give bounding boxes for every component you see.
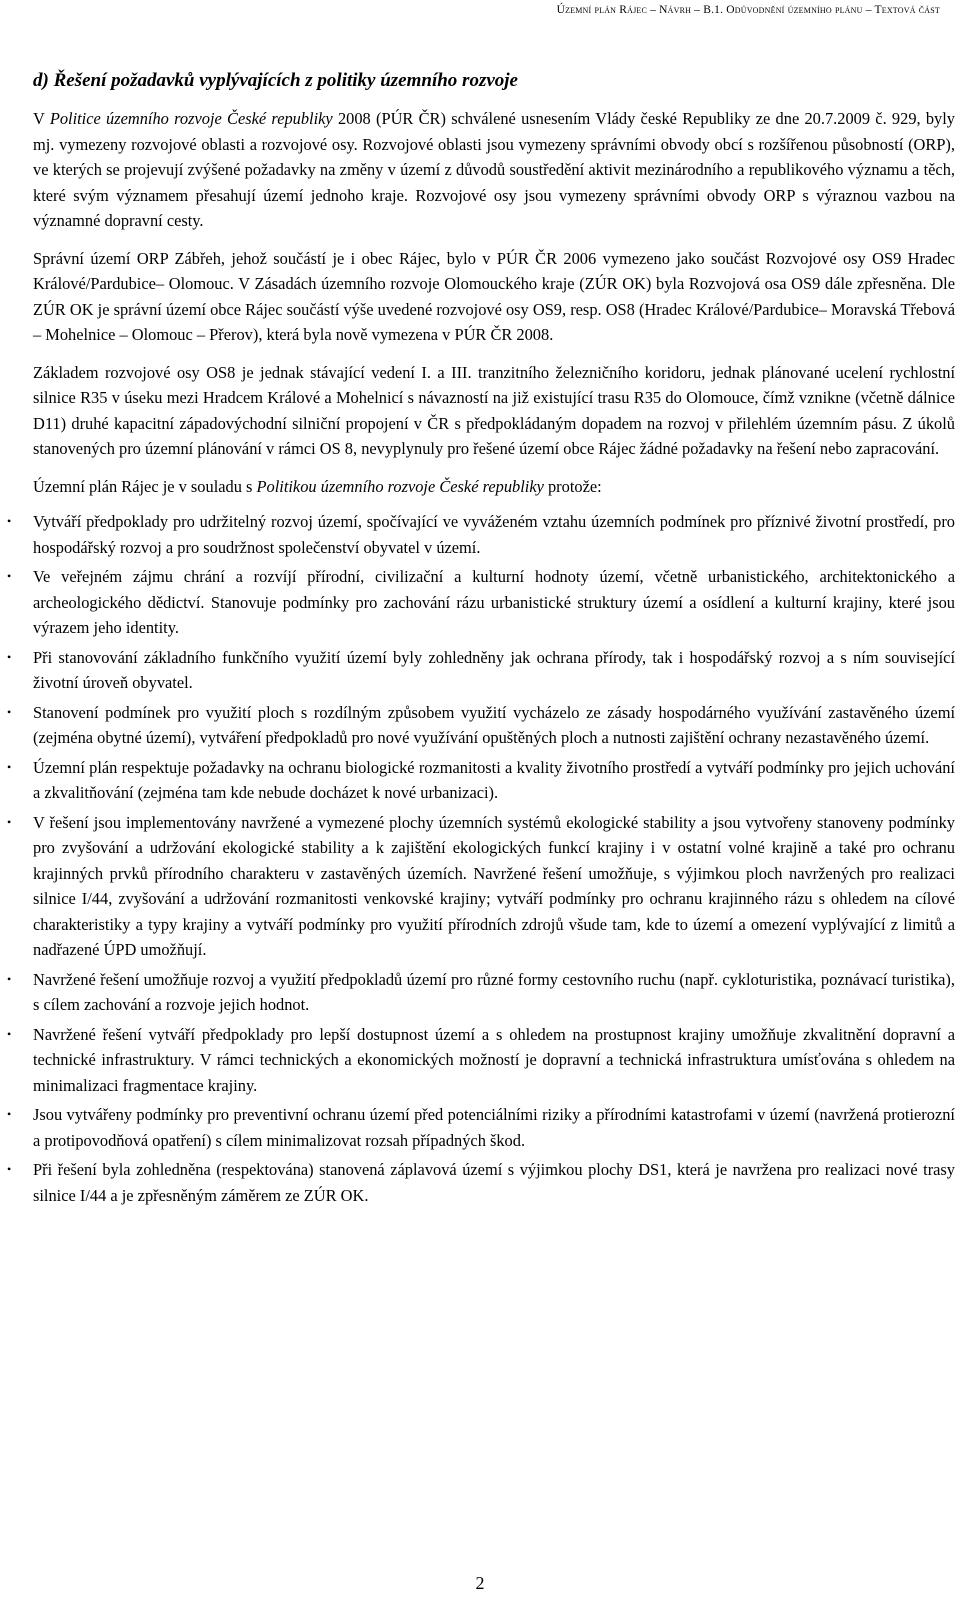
paragraph-4-start: Územní plán Rájec je v souladu s	[33, 476, 257, 496]
list-item-text: V řešení jsou implementovány navržené a vymezené plochy územních systémů ekologické stability a jsou vytvořeny stanoveny podmínky pro zvyšování a udržování ekologické stability a k zajištění ekologických funkcí krajiny i v ostatní volné krajině a také pro ochranu krajinných prvků přírodního charakteru v zastavěných územích. Navržené řešení umožňuje, s výjimkou ploch navržených pro realizaci silnice I/44, zvyšování a udržování rozmanitosti venkovské krajiny; vytváří podmínky pro ochranu krajinného rázu s ohledem na cílové charakteristiky a typy krajiny a vytváří podmínky pro využití přírodních zdrojů všude tam, kde to území a omezení vyplývající z limitů a nadřazené ÚPD umožňují.	[33, 812, 955, 959]
list-item-text: Stanovení podmínek pro využití ploch s rozdílným způsobem využití vycházelo ze zásady hospodárného využívání zastavěného území (zejména obytné území), vytváření předpokladů pro nové využívání opuštěných ploch a nutnosti zajištění ochrany nezastavěného území.	[33, 702, 955, 747]
compliance-list	[7, 509, 955, 1208]
bullet-icon: •	[7, 1162, 12, 1176]
bullet-icon: •	[7, 971, 12, 986]
bullet-icon: •	[7, 1026, 12, 1041]
bullet-icon: •	[7, 814, 12, 829]
list-item	[7, 645, 955, 696]
list-item	[7, 509, 955, 560]
bullet-icon: •	[7, 649, 12, 664]
bullet-icon: •	[7, 1107, 12, 1121]
paragraph-1-rest: 2008 (PÚR ČR) schválené usnesením Vlády české Republiky ze dne 20.7.2009 č. 929, byly mj. vymezeny rozvojové oblasti a rozvojové osy. Rozvojové oblasti jsou vymezeny správními obvody obcí s rozšířenou působností (ORP), ve kterých se projevují zvýšené požadavky na změny v území z důvodů soustředění aktivit mezinárodního a republikového významu a těch, které svým významem přesahují území jednoho kraje. Rozvojové osy jsou vymezeny správními obvody ORP s výraznou vazbou na významné dopravní cesty.	[33, 109, 956, 230]
list-item	[7, 810, 955, 963]
list-item-text: Vytváří předpoklady pro udržitelný rozvoj území, spočívající ve vyváženém vztahu územních podmínek pro příznivé životní prostředí, pro hospodářský rozvoj a pro soudržnost společenství obyvatel v území.	[33, 512, 955, 557]
document-body	[7, 70, 956, 1212]
list-item-text: Územní plán respektuje požadavky na ochranu biologické rozmanitosti a kvality životního prostředí a vytváří podmínky pro jejich uchování a zkvalitňování (zejména tam kde nebude docházet k nové urbanizaci).	[33, 757, 955, 802]
list-item	[7, 1022, 955, 1099]
list-item	[7, 967, 955, 1018]
policy-title-italic: Politice územního rozvoje České republiky	[49, 109, 333, 128]
paragraph-1	[33, 106, 955, 234]
list-item-text: Ve veřejném zájmu chrání a rozvíjí přírodní, civilizační a kulturní hodnoty území, včetně urbanistického, architektonického a archeologického dědictví. Stanovuje podmínky pro zachování rázu urbanistické struktury území a osídlení a kulturní krajiny, které jsou výrazem jeho identity.	[33, 567, 955, 637]
list-item-text: Navržené řešení umožňuje rozvoj a využití předpokladů území pro různé formy cestovního ruchu (např. cykloturistika, poznávací turistika), s cílem zachování a rozvoje jejich hodnot.	[33, 969, 955, 1014]
list-item	[7, 1102, 955, 1153]
list-item	[7, 564, 955, 641]
paragraph-4	[33, 474, 955, 500]
paragraph-3: Základem rozvojové osy OS8 je jednak stávající vedení I. a III. tranzitního železničního koridoru, jednak plánované ucelení rychlostní silnice R35 v úseku mezi Hradcem Králové a Mohelnicí s návazností na již existující trasu R35 do Olomouce, čímž vznikne (včetně dálnice D11) druhé kapacitní západovýchodní silniční propojení v ČR s předpokládaným dopadem na rozvoj v přilehlém územním pásu. Z úkolů stanovených pro územní plánování v rámci OS 8, nevyplynuly pro řešené území obce Rájec žádné požadavky na řešení nebo zapracování.	[33, 362, 955, 458]
running-header: Územní plán Rájec – Návrh – B.1. Odůvodnění územního plánu – Textová část	[556, 4, 940, 16]
page-number: 2	[475, 1573, 485, 1593]
list-item	[7, 755, 955, 806]
bullet-icon: •	[7, 704, 12, 719]
list-item-text: Při stanovování základního funkčního využití území byly zohledněny jak ochrana přírody, tak i hospodářský rozvoj a s ním související životní úroveň obyvatel.	[33, 647, 955, 692]
policy-reference-italic: Politikou územního rozvoje České republiky	[256, 476, 544, 496]
list-item-text: Navržené řešení vytváří předpoklady pro lepší dostupnost území a s ohledem na prostupnost krajiny umožňuje zkvalitnění dopravní a technické infrastruktury. V rámci technických a ekonomických možností je dopravní a technická infrastruktura umísťována s ohledem na minimalizaci fragmentace krajiny.	[33, 1024, 955, 1095]
list-item	[7, 1157, 955, 1208]
list-item-text: Jsou vytvářeny podmínky pro preventivní ochranu území před potenciálními riziky a přírodními katastrofami v území (navržená protierozní a protipovodňová opatření) s cílem minimalizovat rozsah případných škod.	[33, 1105, 955, 1150]
bullet-icon: •	[7, 759, 12, 774]
section-title: d) Řešení požadavků vyplývajících z politiky územního rozvoje	[33, 70, 518, 91]
list-item	[7, 700, 955, 751]
paragraph-4-end: protože:	[543, 476, 602, 496]
paragraph-1-start: V	[33, 109, 50, 128]
paragraph-2: Správní území ORP Zábřeh, jehož součástí je i obec Rájec, bylo v PÚR ČR 2006 vymezeno jako součást Rozvojové osy OS9 Hradec Králové/Pardubice– Olomouc. V Zásadách územního rozvoje Olomouckého kraje (ZÚR OK) byla Rozvojová osa OS9 dále zpřesněna. Dle ZÚR OK je správní území obce Rájec součástí výše uvedené rozvojové osy OS9, resp. OS8 (Hradec Králové/Pardubice– Moravská Třebová – Mohelnice – Olomouc – Přerov), která byla nově vymezena v PÚR ČR 2008.	[33, 248, 955, 344]
bullet-icon: •	[7, 569, 12, 583]
list-item-text: Při řešení byla zohledněna (respektována) stanovená záplavová území s výjimkou plochy DS1, která je navržena pro realizaci nové trasy silnice I/44 a je zpřesněným záměrem ze ZÚR OK.	[33, 1160, 955, 1205]
bullet-icon: •	[7, 514, 12, 528]
